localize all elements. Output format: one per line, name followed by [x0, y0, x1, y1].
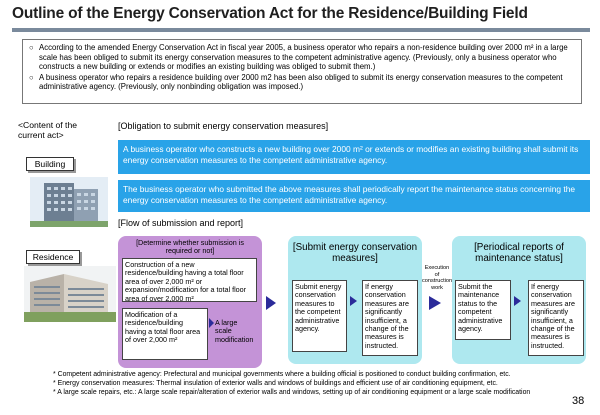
arrow-right-icon: [350, 296, 357, 306]
arrow-right-icon: [266, 296, 276, 310]
intro-paragraph-1: ○ According to the amended Energy Conservation Act in fiscal year 2005, a business operator who repairs a non-residence building over 2000 m² in a large scale has been obliged to submit its energy conservation measures to the competent administrative agency. (Previously, only a business operator who constructs a new building or extends or modifies an existing building was obliged to submit them.): [29, 43, 568, 72]
intro-paragraph-2: ○ A business operator who repairs a residence building over 2000 m2 has been also obliged to submit its energy conservation measures to the competent administrative agency. (Previously, only nonbinding obligation was imposed.): [29, 72, 563, 92]
obligation-heading: [Obligation to submit energy conservation measures]: [118, 121, 329, 131]
footnote-2: * Energy conservation measures: Thermal insulation of exterior walls and windows of buildings and efficient use of air conditioning equipment, etc.: [53, 380, 498, 387]
change-instructed-box-2: If energy conservation measures are significantly insufficient, a change of the measures is instructed.: [528, 280, 584, 356]
residence-image: [24, 266, 116, 322]
submit-measures-box: Submit energy conservation measures to the competent administrative agency.: [292, 280, 347, 352]
submit-measures-title: [Submit energy conservation measures]: [292, 242, 418, 264]
residence-tag: Residence: [26, 250, 80, 264]
content-label: <Content of the current act>: [18, 120, 78, 140]
flow-heading: [Flow of submission and report]: [118, 218, 244, 228]
change-instructed-box-1: If energy conservation measures are significantly insufficient, a change of the measures is instructed.: [362, 280, 418, 356]
footnote-1: * Competent administrative agency: Prefectural and municipal governments where a building official is positioned to conduct building confirmation, etc.: [53, 371, 511, 378]
determine-submission-title: [Determine whether submission is required or not]: [136, 238, 244, 256]
periodical-reports-title: [Periodical reports of maintenance status]: [474, 242, 564, 264]
new-construction-box: Construction of a new residence/building having a total floor area of over 2,000 m² or expansion/modification for a total floor area of over 2,000 m²: [122, 258, 257, 302]
modification-box: Modification of a residence/building having a total floor area of over 2,000 m²: [122, 308, 208, 360]
execution-label: Execution of construction work: [422, 265, 453, 291]
page-number: 38: [572, 395, 585, 407]
building-image: [30, 177, 108, 227]
footnote-3: * A large scale repairs, etc.: A large scale repair/alteration of exterior walls and windows, setting up of air conditioning equipment or a large scale modification: [53, 389, 531, 396]
page-title: Outline of the Energy Conservation Act for the Residence/Building Field: [12, 5, 528, 22]
large-scale-modification-box: A large scale modification: [215, 318, 254, 344]
circle-bullet-icon: ○: [29, 72, 34, 82]
arrow-right-icon: [429, 296, 441, 310]
obligation-bar-1: A business operator who constructs a new building over 2000 m² or extends or modifies an existing building shall submit its energy conservation measures to the competent administrative agency.: [118, 140, 590, 174]
arrow-right-icon: [514, 296, 521, 306]
submit-maintenance-box: Submit the maintenance status to the competent administrative agency.: [455, 280, 511, 340]
building-tag: Building: [26, 157, 74, 171]
circle-bullet-icon: ○: [29, 43, 34, 52]
obligation-bar-2: The business operator who submitted the above measures shall periodically report the maintenance status concerning the energy conservation measures to the competent administrative agency.: [118, 180, 590, 212]
intro-box: [22, 39, 582, 104]
title-underline: [12, 28, 590, 32]
